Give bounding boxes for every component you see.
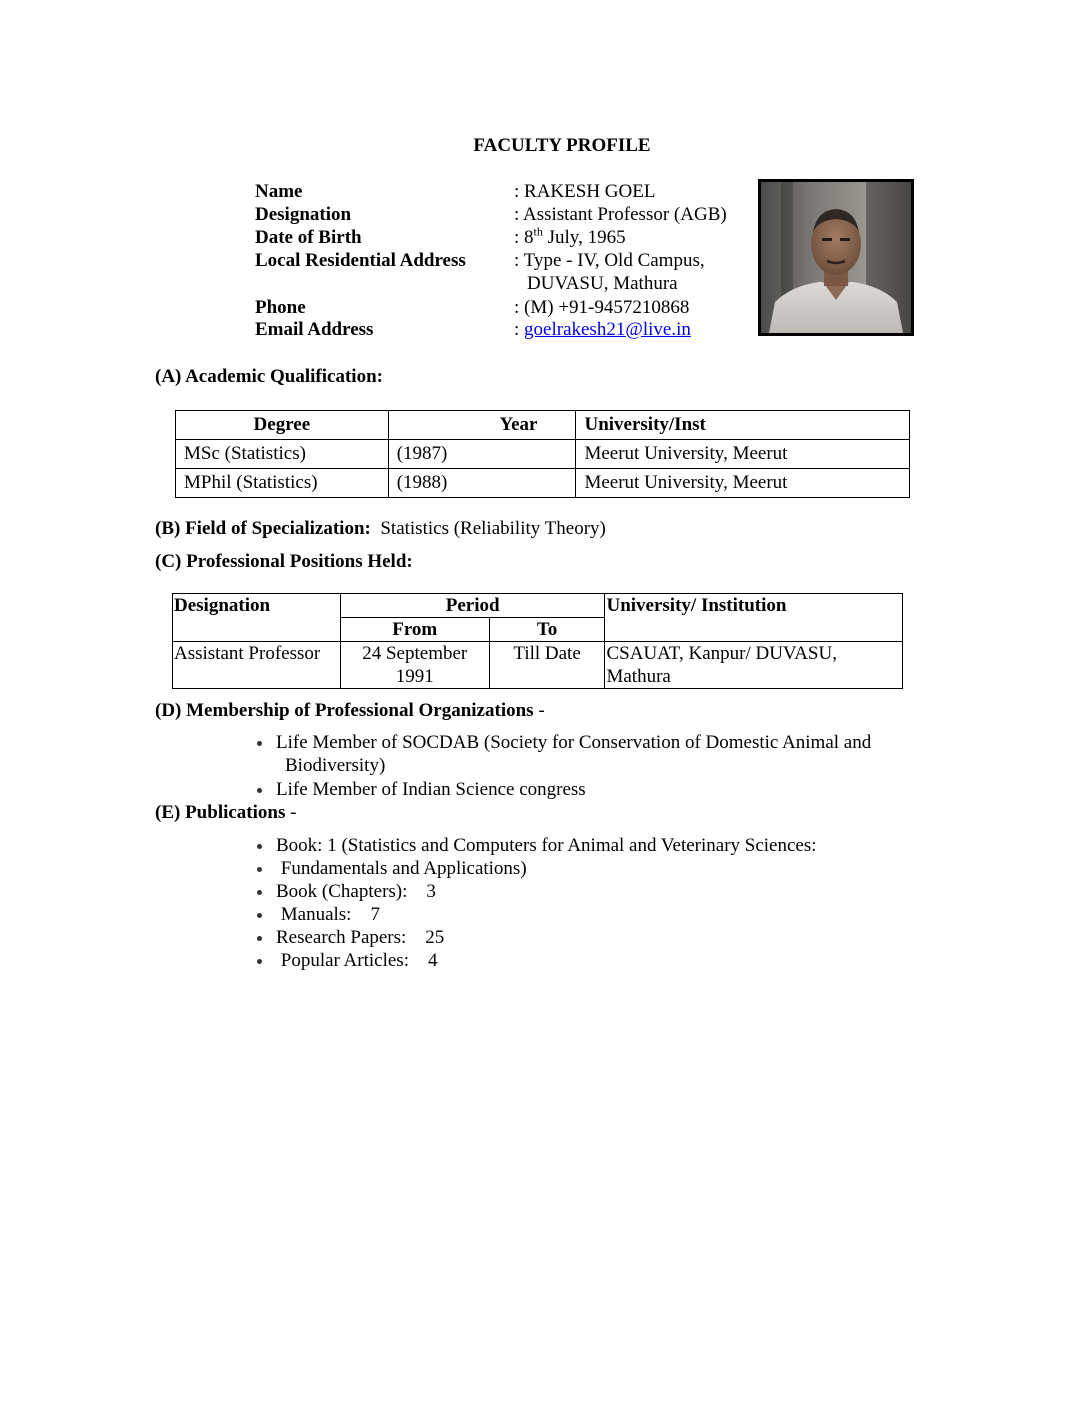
position-from-line2: 1991 bbox=[395, 666, 434, 687]
position-designation: Assistant Professor bbox=[173, 642, 341, 689]
degree-cell: MPhil (Statistics) bbox=[176, 469, 389, 498]
phone-value: : (M) +91-9457210868 bbox=[514, 297, 690, 318]
publications-list bbox=[255, 834, 817, 972]
position-institution-line2: Mathura bbox=[606, 666, 671, 687]
section-d-heading: (D) Membership of Professional Organizations bbox=[155, 700, 534, 721]
name-value: : RAKESH GOEL bbox=[514, 181, 656, 202]
table-row bbox=[173, 642, 903, 689]
degree-cell: MSc (Statistics) bbox=[176, 440, 389, 469]
table-row bbox=[176, 469, 910, 498]
header-designation: Designation bbox=[173, 594, 341, 642]
table-row bbox=[176, 440, 910, 469]
list-item: Research Papers: 25 bbox=[255, 926, 817, 949]
dob-prefix: : 8 bbox=[514, 227, 534, 248]
university-cell: Meerut University, Meerut bbox=[576, 469, 910, 498]
address-label: Local Residential Address bbox=[255, 250, 466, 271]
header-period: Period bbox=[340, 594, 605, 618]
positions-header-row bbox=[173, 594, 903, 618]
section-a-heading: (A) Academic Qualification: bbox=[155, 366, 383, 387]
membership-list bbox=[255, 731, 871, 754]
section-e bbox=[155, 801, 296, 824]
list-item-continuation: Biodiversity) bbox=[285, 755, 386, 776]
year-cell: (1987) bbox=[388, 440, 576, 469]
designation-value: : Assistant Professor (AGB) bbox=[514, 204, 727, 225]
page-title: FACULTY PROFILE bbox=[473, 135, 651, 156]
section-b-heading: (B) Field of Specialization: bbox=[155, 518, 371, 539]
dob-value bbox=[514, 226, 626, 249]
position-to: Till Date bbox=[489, 642, 605, 689]
email-value bbox=[514, 318, 691, 341]
position-from-line1: 24 September bbox=[362, 643, 468, 664]
header-university: University/Inst bbox=[576, 411, 910, 440]
section-d bbox=[155, 699, 545, 722]
membership-list-2 bbox=[255, 778, 586, 801]
address-line2: DUVASU, Mathura bbox=[527, 273, 678, 294]
email-prefix: : bbox=[514, 319, 525, 340]
list-item: Life Member of SOCDAB (Society for Conservation of Domestic Animal and bbox=[255, 731, 871, 754]
position-institution bbox=[605, 642, 903, 689]
section-e-dash: - bbox=[285, 802, 297, 823]
address-line1: : Type - IV, Old Campus, bbox=[514, 250, 705, 271]
section-c-heading: (C) Professional Positions Held: bbox=[155, 551, 413, 572]
list-item: Popular Articles: 4 bbox=[255, 949, 817, 972]
dob-label: Date of Birth bbox=[255, 227, 362, 248]
portrait-image bbox=[761, 182, 911, 333]
section-e-heading: (E) Publications bbox=[155, 802, 286, 823]
header-from: From bbox=[340, 618, 489, 642]
designation-label: Designation bbox=[255, 204, 352, 225]
university-cell: Meerut University, Meerut bbox=[576, 440, 910, 469]
header-degree: Degree bbox=[176, 411, 389, 440]
year-cell: (1988) bbox=[388, 469, 576, 498]
header-to: To bbox=[489, 618, 605, 642]
position-from bbox=[340, 642, 489, 689]
list-item: Manuals: 7 bbox=[255, 903, 817, 926]
name-label: Name bbox=[255, 181, 303, 202]
section-b bbox=[155, 517, 606, 540]
section-d-dash: - bbox=[533, 700, 545, 721]
header-year: Year bbox=[388, 411, 576, 440]
email-link[interactable]: goelrakesh21@live.in bbox=[524, 319, 691, 340]
positions-table bbox=[172, 593, 903, 689]
table-header-row bbox=[176, 411, 910, 440]
list-item: Life Member of Indian Science congress bbox=[255, 778, 586, 801]
header-institution: University/ Institution bbox=[605, 594, 903, 642]
academic-table bbox=[175, 410, 910, 498]
email-label: Email Address bbox=[255, 319, 374, 340]
specialization-value: Statistics (Reliability Theory) bbox=[380, 518, 606, 539]
list-item: Book: 1 (Statistics and Computers for Animal and Veterinary Sciences: bbox=[255, 834, 817, 857]
list-item: Book (Chapters): 3 bbox=[255, 880, 817, 903]
position-institution-line1: CSAUAT, Kanpur/ DUVASU, bbox=[606, 643, 837, 664]
dob-rest: July, 1965 bbox=[542, 227, 626, 248]
list-item: Fundamentals and Applications) bbox=[255, 857, 817, 880]
dob-suffix: th bbox=[533, 224, 543, 239]
phone-label: Phone bbox=[255, 297, 306, 318]
profile-photo bbox=[758, 179, 914, 336]
